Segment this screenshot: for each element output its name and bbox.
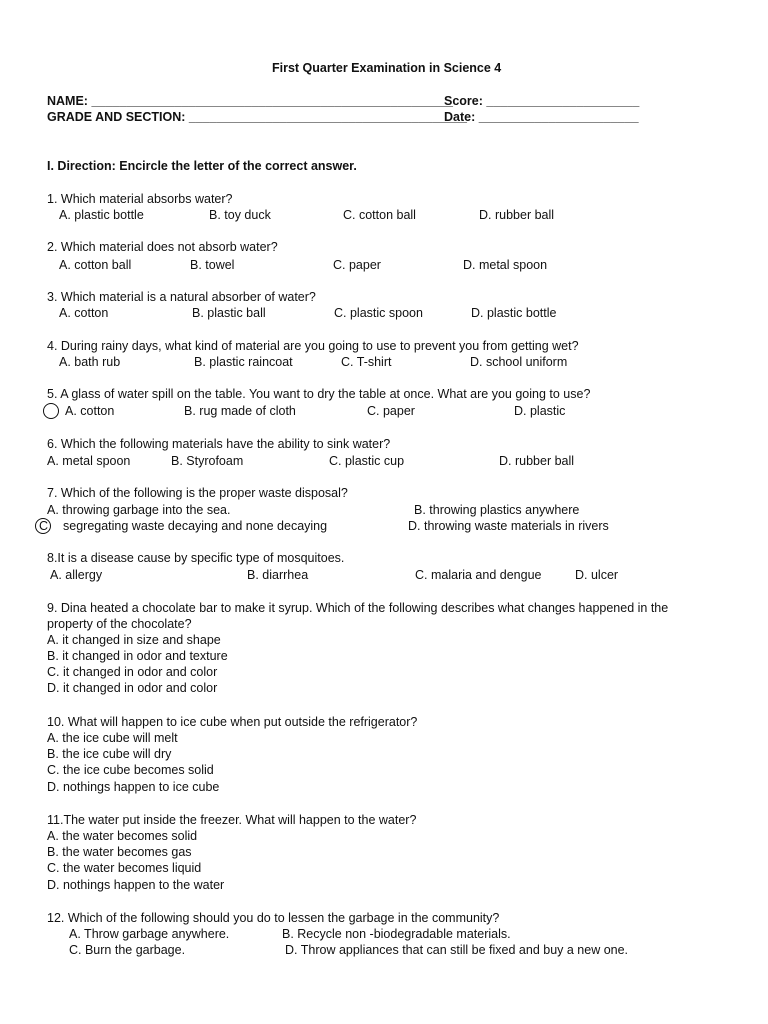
q4-choice-c: C. T-shirt — [341, 355, 392, 369]
q2-choice-a: A. cotton ball — [59, 258, 132, 272]
q8-choice-d: D. ulcer — [575, 568, 619, 582]
q5-choice-a: A. cotton — [65, 404, 115, 418]
q12-choice-c: C. Burn the garbage. — [69, 943, 186, 957]
q12-choice-d: D. Throw appliances that can still be fixed and buy a new one. — [285, 943, 629, 957]
date-field-line: Date: _______________________ — [444, 110, 639, 124]
q11-choice-d: D. nothings happen to the water — [47, 878, 225, 892]
q1-choice-d: D. rubber ball — [479, 208, 555, 222]
q1-choice-a: A. plastic bottle — [59, 208, 144, 222]
grade-section-field-line: GRADE AND SECTION: ________________________________________ — [47, 110, 467, 124]
question-6: 6. Which the following materials have the ability to sink water? — [47, 437, 391, 451]
question-9: 9. Dina heated a chocolate bar to make it syrup. Which of the following describes what changes happened in the — [47, 601, 669, 615]
q4-choice-b: B. plastic raincoat — [194, 355, 293, 369]
q2-choice-c: C. paper — [333, 258, 381, 272]
q3-choice-c: C. plastic spoon — [334, 306, 423, 320]
exam-title: First Quarter Examination in Science 4 — [272, 61, 502, 75]
q5-choice-d: D. plastic — [514, 404, 566, 418]
question-3: 3. Which material is a natural absorber of water? — [47, 290, 316, 304]
question-12: 12. Which of the following should you do to lessen the garbage in the community? — [47, 911, 500, 925]
q11-choice-b: B. the water becomes gas — [47, 845, 192, 859]
q6-choice-d: D. rubber ball — [499, 454, 575, 468]
q2-choice-d: D. metal spoon — [463, 258, 548, 272]
q9-choice-a: A. it changed in size and shape — [47, 633, 221, 647]
answer-circle-mark — [43, 403, 59, 419]
q5-choice-b: B. rug made of cloth — [184, 404, 296, 418]
q8-choice-c: C. malaria and dengue — [415, 568, 542, 582]
q3-choice-a: A. cotton — [59, 306, 109, 320]
q12-choice-a: A. Throw garbage anywhere. — [69, 927, 230, 941]
question-5: 5. A glass of water spill on the table. You want to dry the table at once. What are you going to use? — [47, 387, 591, 401]
q8-choice-a: A. allergy — [50, 568, 103, 582]
q7-choice-a: A. throwing garbage into the sea. — [47, 503, 231, 517]
q7-choice-c: segregating waste decaying and none decaying — [63, 519, 328, 533]
q6-choice-b: B. Styrofoam — [171, 454, 244, 468]
q10-choice-c: C. the ice cube becomes solid — [47, 763, 214, 777]
q8-choice-b: B. diarrhea — [247, 568, 309, 582]
score-field-line: Score: ______________________ — [444, 94, 640, 108]
q3-choice-b: B. plastic ball — [192, 306, 266, 320]
q1-choice-b: B. toy duck — [209, 208, 271, 222]
q7-choice-c-letter: C — [39, 519, 49, 533]
q4-choice-d: D. school uniform — [470, 355, 568, 369]
q7-choice-b: B. throwing plastics anywhere — [414, 503, 580, 517]
question-9-continued: property of the chocolate? — [47, 617, 192, 631]
q2-choice-b: B. towel — [190, 258, 235, 272]
q9-choice-b: B. it changed in odor and texture — [47, 649, 228, 663]
q4-choice-a: A. bath rub — [59, 355, 121, 369]
q5-choice-c: C. paper — [367, 404, 415, 418]
q1-choice-c: C. cotton ball — [343, 208, 416, 222]
question-1: 1. Which material absorbs water? — [47, 192, 233, 206]
question-7: 7. Which of the following is the proper waste disposal? — [47, 486, 348, 500]
q11-choice-a: A. the water becomes solid — [47, 829, 198, 843]
q12-choice-b: B. Recycle non -biodegradable materials. — [282, 927, 511, 941]
q6-choice-c: C. plastic cup — [329, 454, 405, 468]
question-4: 4. During rainy days, what kind of material are you going to use to prevent you from getting wet? — [47, 339, 579, 353]
q11-choice-c: C. the water becomes liquid — [47, 861, 202, 875]
q6-choice-a: A. metal spoon — [47, 454, 131, 468]
q10-choice-a: A. the ice cube will melt — [47, 731, 178, 745]
direction-text: I. Direction: Encircle the letter of the correct answer. — [47, 159, 357, 173]
q3-choice-d: D. plastic bottle — [471, 306, 557, 320]
q7-choice-d: D. throwing waste materials in rivers — [408, 519, 609, 533]
question-8: 8.It is a disease cause by specific type of mosquitoes. — [47, 551, 345, 565]
q10-choice-b: B. the ice cube will dry — [47, 747, 172, 761]
q10-choice-d: D. nothings happen to ice cube — [47, 780, 220, 794]
q9-choice-d: D. it changed in odor and color — [47, 681, 218, 695]
question-11: 11.The water put inside the freezer. What will happen to the water? — [47, 813, 417, 827]
name-field-line: NAME: ____________________________________________________ — [47, 94, 453, 108]
question-2: 2. Which material does not absorb water? — [47, 240, 278, 254]
question-10: 10. What will happen to ice cube when put outside the refrigerator? — [47, 715, 418, 729]
q9-choice-c: C. it changed in odor and color — [47, 665, 218, 679]
